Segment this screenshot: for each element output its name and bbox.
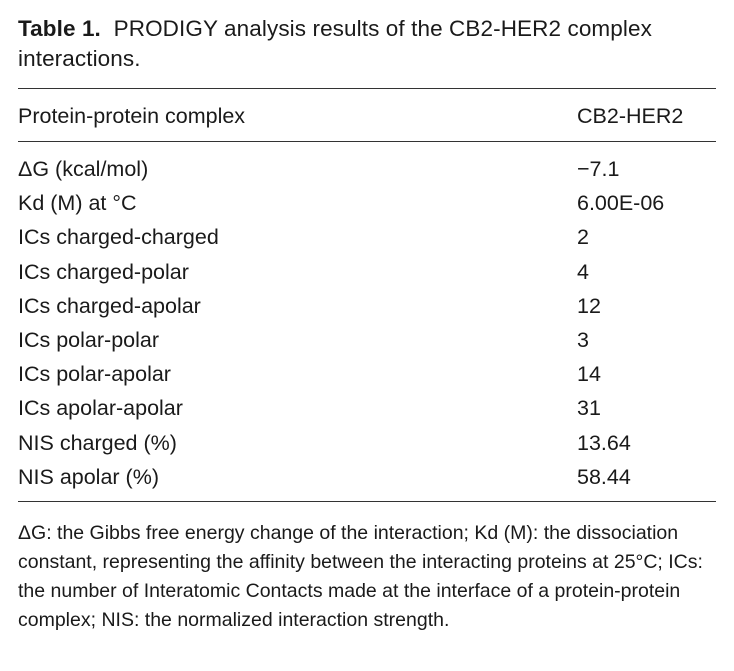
table-footnote: ΔG: the Gibbs free energy change of the interaction; Kd (M): the dissociation constant, representing the affinity between the interacting proteins at 25°C; ICs: the number of Interatomic Contacts made at the interface of a protein-protein complex; NIS: the normalized interaction strength.: [18, 521, 703, 631]
header-complex: Protein-protein complex: [18, 104, 246, 128]
row-label: NIS apolar (%): [18, 464, 159, 489]
row-value: 13.64: [577, 430, 631, 455]
row-label: NIS charged (%): [18, 430, 177, 455]
row-label: Kd (M) at °C: [18, 191, 137, 216]
header-cb2-her2: CB2-HER2: [577, 104, 684, 128]
row-label: ΔG (kcal/mol): [18, 157, 149, 181]
row-value: 3: [577, 327, 589, 352]
table-caption-text: PRODIGY analysis results of the CB2-HER2 complex interactions.: [18, 16, 652, 71]
row-label: ICs charged-polar: [18, 259, 189, 284]
table-row: [18, 460, 716, 494]
row-value: 4: [577, 259, 589, 284]
row-label: ICs charged-apolar: [18, 293, 201, 318]
table-header-row: [18, 89, 716, 141]
table-row: [18, 323, 716, 357]
row-value: 12: [577, 293, 601, 318]
table-row: [18, 357, 716, 391]
row-label: ICs charged-charged: [18, 225, 219, 250]
table-body: [18, 142, 716, 501]
row-value: 31: [577, 396, 601, 421]
row-label: ICs polar-polar: [18, 327, 159, 352]
table-row: [18, 255, 716, 289]
table-bottom-rule: [18, 501, 716, 502]
table-row: [18, 152, 716, 186]
row-value: −7.1: [577, 157, 620, 181]
table-row: [18, 289, 716, 323]
row-label: ICs polar-apolar: [18, 362, 171, 387]
table-row: [18, 186, 716, 220]
table-row: [18, 391, 716, 425]
row-value: 6.00E-06: [577, 191, 665, 216]
row-value: 58.44: [577, 464, 631, 489]
table-caption: [18, 14, 716, 74]
table-row: [18, 220, 716, 254]
row-label: ICs apolar-apolar: [18, 396, 183, 421]
row-value: 2: [577, 225, 589, 250]
row-value: 14: [577, 362, 601, 387]
table-caption-label: Table 1.: [18, 16, 101, 41]
table-row: [18, 426, 716, 460]
